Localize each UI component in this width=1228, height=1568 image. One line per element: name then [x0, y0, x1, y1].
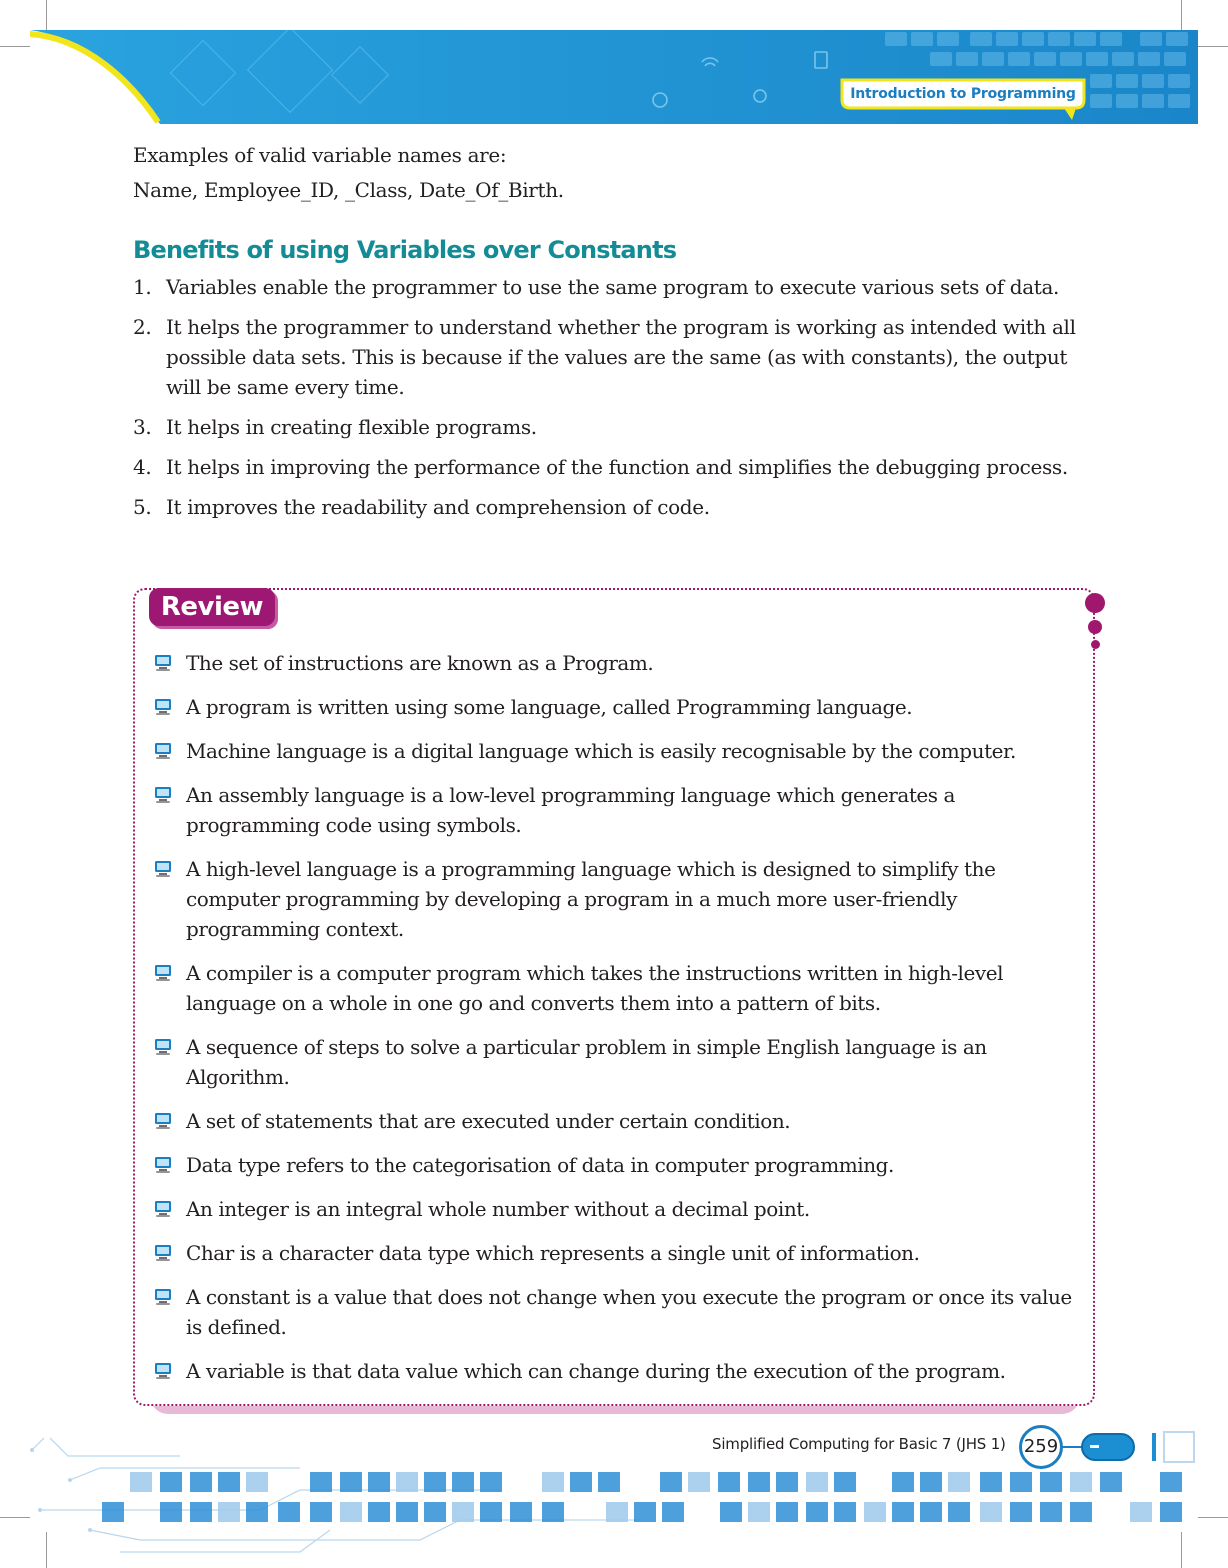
- computer-icon: [153, 1038, 173, 1056]
- footer-square: [368, 1502, 390, 1522]
- footer-square: [480, 1502, 502, 1522]
- footer-square: [1010, 1472, 1032, 1492]
- item-text: Char is a character data type which represents a single unit of information.: [186, 1241, 920, 1265]
- item-text: The set of instructions are known as a Program.: [186, 651, 654, 675]
- footer-square: [1040, 1502, 1062, 1522]
- footer-square: [948, 1502, 970, 1522]
- footer-square: [1040, 1472, 1062, 1492]
- item-text: A variable is that data value which can change during the execution of the program.: [186, 1359, 1006, 1383]
- computer-icon: [153, 1156, 173, 1174]
- footer-square: [452, 1502, 474, 1522]
- decor-dot: [1091, 640, 1100, 649]
- footer-square: [542, 1502, 564, 1522]
- page-number: 259: [1023, 1436, 1059, 1457]
- footer-square: [606, 1502, 628, 1522]
- footer-square: [340, 1472, 362, 1492]
- computer-icon: [153, 860, 173, 878]
- footer-square: [1160, 1472, 1182, 1492]
- footer-square: [510, 1502, 532, 1522]
- footer-square: [662, 1502, 684, 1522]
- list-item: [153, 1032, 1073, 1092]
- intro-examples: Name, Employee_ID, _Class, Date_Of_Birth.: [133, 178, 564, 202]
- footer-square: [980, 1472, 1002, 1492]
- footer-square: [1070, 1502, 1092, 1522]
- list-item: [153, 958, 1073, 1018]
- footer-square: [834, 1502, 856, 1522]
- computer-icon: [153, 964, 173, 982]
- list-item: [153, 780, 1073, 840]
- section-heading: Benefits of using Variables over Constants: [133, 236, 677, 264]
- footer-square: [246, 1472, 268, 1492]
- list-item: [153, 648, 1073, 678]
- footer-square: [340, 1502, 362, 1522]
- footer-square: [246, 1502, 268, 1522]
- item-number: 5.: [133, 495, 152, 519]
- footer-square: [980, 1502, 1002, 1522]
- footer-square: [424, 1472, 446, 1492]
- footer-square: [634, 1502, 656, 1522]
- footer-square: [1100, 1472, 1122, 1492]
- book-title: Simplified Computing for Basic 7 (JHS 1): [712, 1435, 1006, 1453]
- footer-square: [834, 1472, 856, 1492]
- item-text: It helps in creating flexible programs.: [166, 415, 537, 439]
- list-item: [153, 692, 1073, 722]
- list-item: [153, 1282, 1073, 1342]
- footer-square: [130, 1472, 152, 1492]
- review-list: [153, 648, 1073, 1400]
- footer-square: [806, 1472, 828, 1492]
- footer-square: [748, 1472, 770, 1492]
- footer-square: [278, 1502, 300, 1522]
- footer-square: [598, 1472, 620, 1492]
- footer-square: [424, 1502, 446, 1522]
- computer-icon: [153, 654, 173, 672]
- footer-square: [748, 1502, 770, 1522]
- chapter-title: Introduction to Programming: [850, 86, 1076, 102]
- item-text: Machine language is a digital language which is easily recognisable by the computer.: [186, 739, 1016, 763]
- computer-icon: [153, 1200, 173, 1218]
- footer-square: [806, 1502, 828, 1522]
- computer-icon: [153, 698, 173, 716]
- decor-dot: [1085, 593, 1105, 613]
- footer-square: [160, 1472, 182, 1492]
- footer-square: [948, 1472, 970, 1492]
- item-number: 1.: [133, 275, 152, 299]
- footer-square: [542, 1472, 564, 1492]
- footer-square: [218, 1472, 240, 1492]
- computer-icon: [153, 1288, 173, 1306]
- computer-icon: [153, 1112, 173, 1130]
- computer-icon: [153, 1244, 173, 1262]
- footer-square: [1070, 1472, 1092, 1492]
- footer-square: [1160, 1502, 1182, 1522]
- list-item: [133, 312, 1093, 402]
- item-number: 4.: [133, 455, 152, 479]
- review-badge-label: Review: [160, 592, 264, 622]
- list-item: [133, 272, 1093, 302]
- item-text: Data type refers to the categorisation of data in computer programming.: [186, 1153, 894, 1177]
- footer-square: [660, 1472, 682, 1492]
- footer-square: [892, 1472, 914, 1492]
- footer-square: [396, 1472, 418, 1492]
- footer-square: [718, 1472, 740, 1492]
- item-text: A compiler is a computer program which takes the instructions written in high-level language on a whole in one go and converts them into a pattern of bits.: [186, 961, 1004, 1015]
- list-item: [153, 854, 1073, 944]
- footer-square: [864, 1502, 886, 1522]
- list-item: [153, 1194, 1073, 1224]
- computer-icon: [153, 742, 173, 760]
- list-item: [153, 1106, 1073, 1136]
- item-text: A constant is a value that does not change when you execute the program or once its value is defined.: [186, 1285, 1072, 1339]
- item-text: It improves the readability and comprehension of code.: [166, 495, 710, 519]
- page-tab-decoration: [1060, 1430, 1200, 1464]
- footer-square: [892, 1502, 914, 1522]
- item-text: A set of statements that are executed under certain condition.: [186, 1109, 791, 1133]
- footer-square: [720, 1502, 742, 1522]
- footer-square: [920, 1472, 942, 1492]
- item-number: 2.: [133, 315, 152, 339]
- footer-square: [310, 1472, 332, 1492]
- list-item: [153, 736, 1073, 766]
- footer-square: [102, 1502, 124, 1522]
- item-text: It helps in improving the performance of the function and simplifies the debugging process.: [166, 455, 1068, 479]
- footer-square: [218, 1502, 240, 1522]
- decor-dot: [1088, 620, 1102, 634]
- computer-icon: [153, 1362, 173, 1380]
- item-text: It helps the programmer to understand whether the program is working as intended with all possible data sets. This is because if the values are the same (as with constants), the output will be same every time.: [166, 315, 1076, 399]
- footer-square: [920, 1502, 942, 1522]
- item-text: A sequence of steps to solve a particular problem in simple English language is an Algorithm.: [186, 1035, 987, 1089]
- footer-square: [776, 1502, 798, 1522]
- footer-square: [396, 1502, 418, 1522]
- item-text: An integer is an integral whole number without a decimal point.: [186, 1197, 810, 1221]
- item-text: Variables enable the programmer to use the same program to execute various sets of data.: [166, 275, 1060, 299]
- crop-mark: [1198, 46, 1228, 47]
- item-text: A program is written using some language, called Programming language.: [186, 695, 913, 719]
- footer-square: [1010, 1502, 1032, 1522]
- footer-square: [368, 1472, 390, 1492]
- list-item: [133, 492, 1093, 522]
- item-number: 3.: [133, 415, 152, 439]
- footer-square: [570, 1472, 592, 1492]
- footer-square: [190, 1502, 212, 1522]
- footer-square: [310, 1502, 332, 1522]
- computer-icon: [153, 786, 173, 804]
- footer-square: [776, 1472, 798, 1492]
- list-item: [133, 412, 1093, 442]
- footer-square: [1130, 1502, 1152, 1522]
- list-item: [153, 1356, 1073, 1386]
- benefits-list: [133, 272, 1093, 532]
- list-item: [153, 1238, 1073, 1268]
- footer-square: [190, 1472, 212, 1492]
- footer-square: [452, 1472, 474, 1492]
- footer-square: [160, 1502, 182, 1522]
- intro-line: Examples of valid variable names are:: [133, 143, 507, 167]
- item-text: An assembly language is a low-level programming language which generates a programming code using symbols.: [186, 783, 955, 837]
- footer-square: [480, 1472, 502, 1492]
- crop-mark: [0, 46, 30, 47]
- list-item: [153, 1150, 1073, 1180]
- footer-squares: [102, 1472, 1182, 1522]
- list-item: [133, 452, 1093, 482]
- footer-square: [688, 1472, 710, 1492]
- item-text: A high-level language is a programming language which is designed to simplify the computer programming by developing a program in a much more user-friendly programming context.: [186, 857, 996, 941]
